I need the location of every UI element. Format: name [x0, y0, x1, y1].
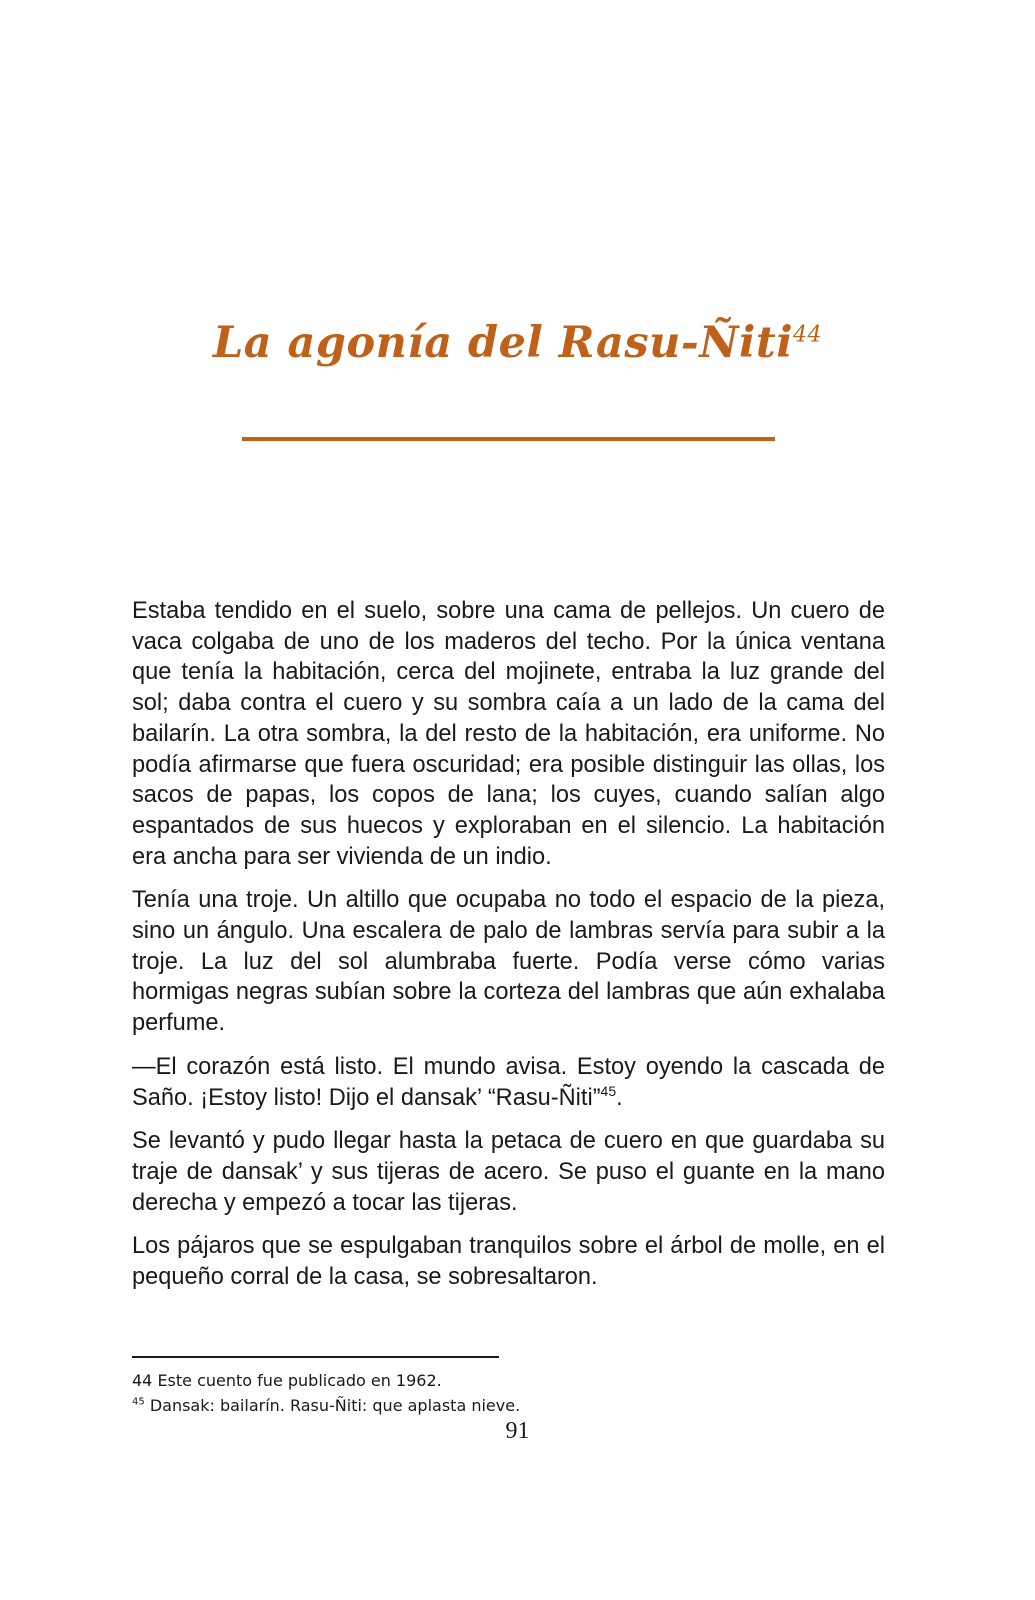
footnote-45-number: 45	[132, 1396, 145, 1408]
dialogue-text: —El corazón está listo. El mundo avisa. Estoy oyendo la cascada de Saño. ¡Estoy listo! Dijo el dansak’ “Rasu-Ñiti”	[132, 1053, 885, 1111]
paragraph-2: Tenía una troje. Un altillo que ocupaba no todo el espacio de la pieza, sino un ángulo. Una escalera de palo de lambras servía para subir a la troje. La luz del sol alumbraba fuerte. Podía verse cómo varias hormigas negras subían sobre la corteza del lambras que aún exhalaba perfume.	[132, 887, 885, 1037]
title-underline	[242, 437, 775, 441]
paragraph-5: Los pájaros que se espulgaban tranquilos sobre el árbol de molle, en el pequeño corral de la casa, se sobresaltaron.	[132, 1233, 885, 1291]
dialogue-footnote-ref: 45	[600, 1082, 617, 1099]
paragraph-dialogue	[132, 1052, 885, 1113]
story-body	[132, 596, 885, 1306]
footnote-separator	[132, 1356, 499, 1358]
footnote-45-text: Dansak: bailarín. Rasu-Ñiti: que aplasta nieve.	[144, 1396, 521, 1415]
title-footnote-ref: 44	[793, 322, 823, 348]
footnote-44-number: 44	[132, 1371, 153, 1390]
footnote-44-text: Este cuento fue publicado en 1962.	[152, 1371, 442, 1390]
footnotes	[132, 1368, 832, 1418]
footnote-45	[132, 1393, 832, 1418]
dialogue-end: .	[616, 1084, 623, 1111]
story-title	[150, 318, 885, 370]
paragraph-4: Se levantó y pudo llegar hasta la petaca de cuero en que guardaba su traje de dansak’ y sus tijeras de acero. Se puso el guante en la mano derecha y empezó a tocar las tijeras.	[132, 1128, 885, 1216]
paragraph-1: Estaba tendido en el suelo, sobre una cama de pellejos. Un cuero de vaca colgaba de uno de los maderos del techo. Por la única ventana que tenía la habitación, cerca del mojinete, entraba la luz grande del sol; daba contra el cuero y su sombra caía a un lado de la cama del bailarín. La otra sombra, la del resto de la habitación, era uniforme. No podía afirmarse que fuera oscuridad; era posible distinguir las ollas, los sacos de papas, los copos de lana; los cuyes, cuando salían algo espantados de sus huecos y exploraban en el silencio. La habitación era ancha para ser vivienda de un indio.	[132, 598, 885, 870]
footnote-44	[132, 1368, 832, 1393]
page-number: 91	[505, 1418, 530, 1444]
story-title-text: La agonía del Rasu-Ñiti	[212, 318, 794, 368]
